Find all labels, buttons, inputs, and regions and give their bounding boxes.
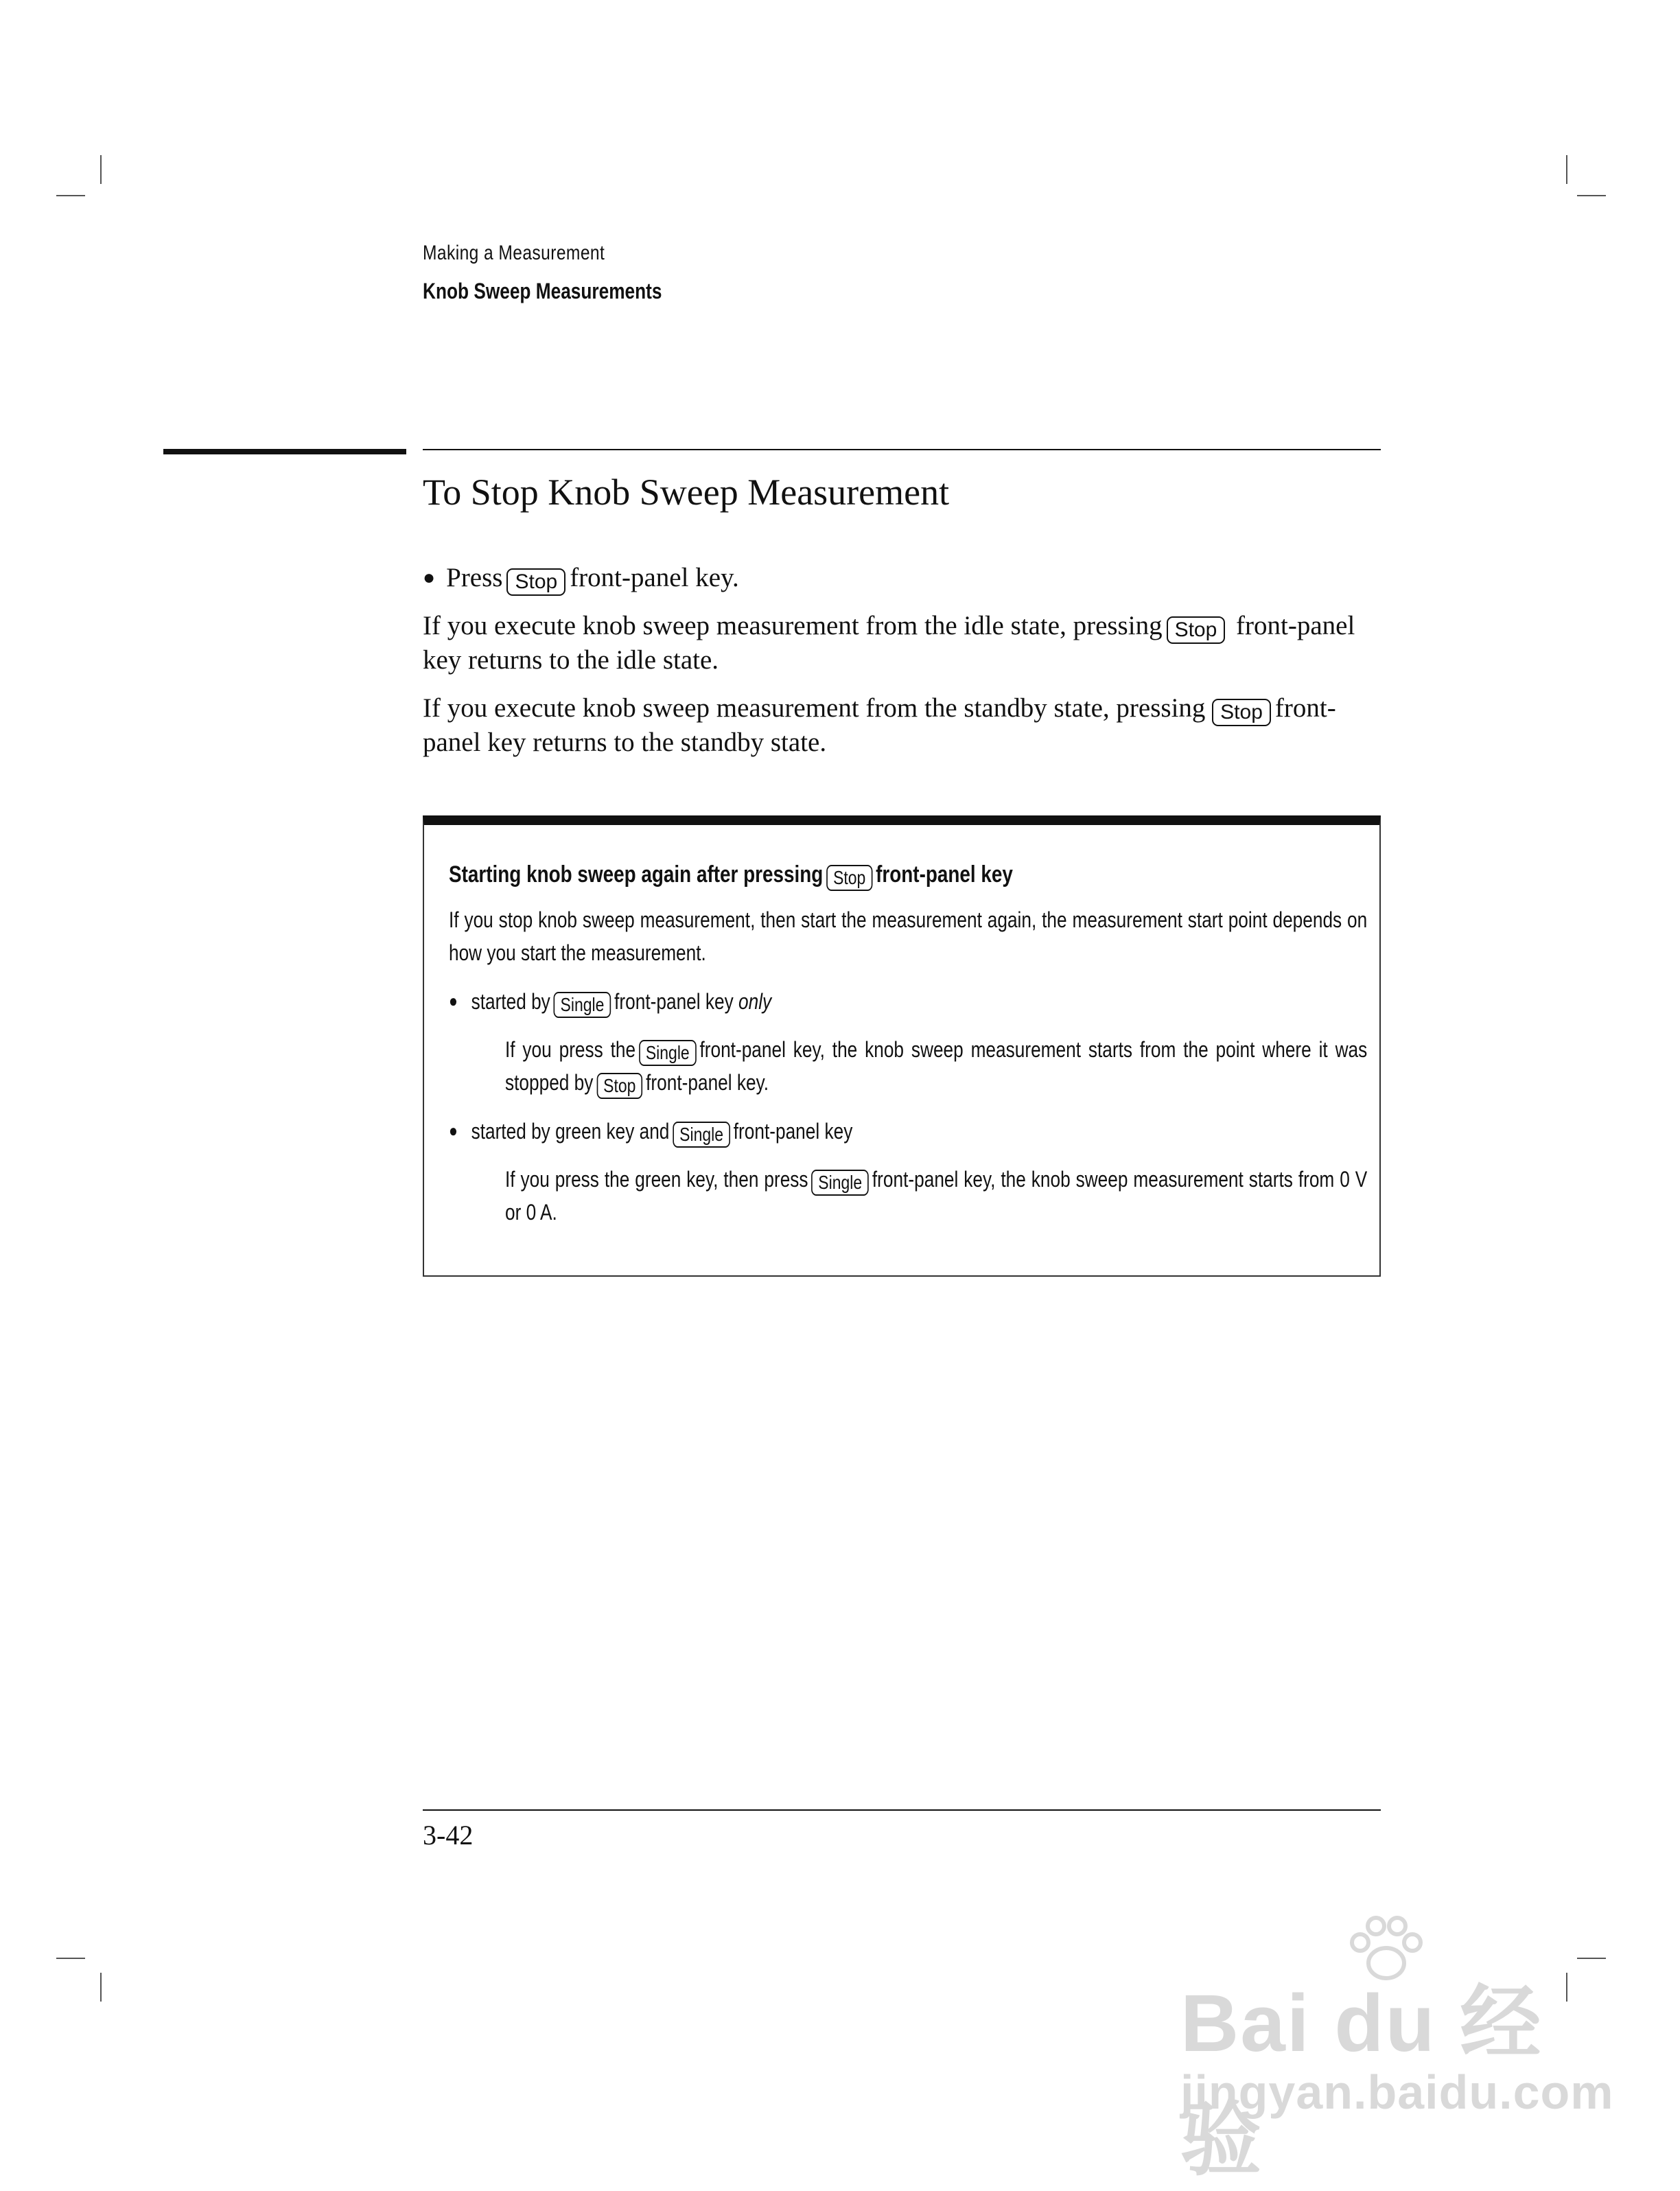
- crop-mark-top-left-v: [100, 155, 102, 184]
- crop-mark-top-right-h: [1577, 195, 1606, 196]
- crop-mark-bottom-left-h: [56, 1958, 85, 1959]
- page-title: To Stop Knob Sweep Measurement: [423, 472, 950, 513]
- stop-key: Stop: [826, 865, 872, 891]
- baidu-watermark: [1167, 1915, 1614, 2186]
- stop-key: Stop: [1167, 616, 1226, 644]
- note-bullet-single-only-detail: If you press the Single front-panel key, the knob sweep measurement starts from the point where it was stopped by Stop front-panel key.: [505, 1033, 1367, 1099]
- single-key: Single: [811, 1170, 869, 1196]
- note-intro: If you stop knob sweep measurement, then start the measurement again, the measurement start point depends on how you start the measurement.: [449, 907, 1368, 965]
- bullet-dot: ●: [449, 990, 458, 1011]
- page-number: 3-42: [423, 1820, 474, 1851]
- note-box: [423, 815, 1381, 1277]
- step-bullet: ● Press Stop front-panel key.: [423, 561, 1370, 596]
- title-rule-thin: [423, 449, 1381, 450]
- stop-key: Stop: [596, 1073, 642, 1099]
- stop-key: Stop: [1212, 699, 1271, 726]
- crop-mark-bottom-left-v: [100, 1973, 102, 2002]
- note-title: Starting knob sweep again after pressing Stop front-panel key: [449, 858, 1367, 891]
- footer-rule: [423, 1809, 1381, 1811]
- paragraph-standby-state: If you execute knob sweep measurement from the standby state, pressing Stop front-panel key returns to the standby state.: [423, 693, 1336, 757]
- note-bullet-single-only: ● started by Single front-panel key only: [449, 984, 1367, 1018]
- paragraph-idle-state: If you execute knob sweep measurement from the idle state, pressing Stop front-panel key returns to the idle state.: [423, 611, 1355, 675]
- note-bullet-green-single: ● started by green key and Single front-panel key: [449, 1114, 1367, 1148]
- note-bullet-green-single-detail: If you press the green key, then press Single front-panel key, the knob sweep measurement starts from 0 V or 0 A.: [505, 1167, 1368, 1225]
- single-key: Single: [639, 1040, 697, 1066]
- bullet-dot: ●: [449, 1120, 458, 1141]
- crop-mark-top-left-h: [56, 195, 85, 196]
- watermark-url: jingyan.baidu.com: [1180, 2065, 1614, 2119]
- bullet-dot: ●: [423, 566, 436, 589]
- single-key: Single: [673, 1122, 730, 1148]
- stop-key: Stop: [506, 568, 565, 596]
- crop-mark-bottom-right-h: [1577, 1958, 1606, 1959]
- single-key: Single: [554, 992, 611, 1018]
- watermark-brand: Bai du 经验: [1180, 1978, 1543, 2186]
- title-rule-thick: [163, 449, 406, 454]
- note-content: [449, 858, 1367, 1244]
- running-header-section: Knob Sweep Measurements: [423, 279, 662, 303]
- running-header-chapter: Making a Measurement: [423, 242, 605, 264]
- emphasis-only: only: [738, 989, 772, 1014]
- crop-mark-top-right-v: [1566, 155, 1567, 184]
